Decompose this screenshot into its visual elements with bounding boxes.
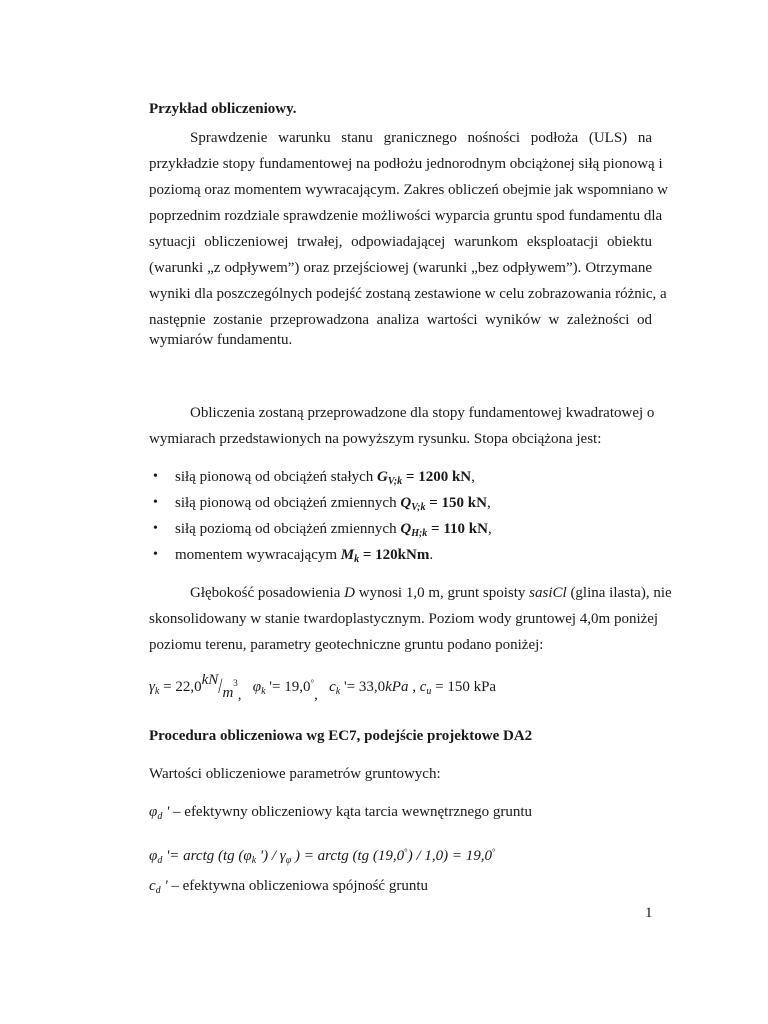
paragraph-line: Sprawdzenie warunku stanu granicznego nośności podłoża (ULS) na [190, 130, 652, 146]
text-span: Głębokość posadowienia [190, 585, 345, 601]
soil-parameters: $\gamma_k = 22,0kN/m^3$, $\varphi_k$ '= 19,0°, $c_k$ '= 33,0kPa , $c_u = 150$ kPa [149, 672, 497, 703]
subscript: k [335, 686, 341, 697]
phi-value: '= 19,0 [265, 679, 311, 695]
gamma-value: = 22,0 [159, 679, 202, 695]
subscript: d [155, 885, 161, 896]
bullet-icon: • [153, 547, 158, 562]
load-value: = 1200 kN [402, 469, 472, 485]
definition-text: – efektywny obliczeniowy kąta tarcia wewnętrznego gruntu [169, 804, 533, 820]
depth-symbol: D [344, 585, 355, 601]
cd-definition [149, 877, 428, 895]
unit-exponent: 3 [233, 678, 238, 688]
load-description: momentem wywracającym [175, 547, 341, 563]
bullet-icon: • [153, 469, 158, 484]
text-span: wynosi 1,0 m, grunt spoisty [354, 585, 530, 601]
paragraph-line: Obliczenia zostaną przeprowadzone dla stopy fundamentowej kwadratowej o [190, 405, 655, 421]
load-symbol: G [377, 469, 388, 485]
load-value: = 150 kN [425, 495, 487, 511]
phi-symbol: φ [149, 848, 158, 864]
unit-fraction [201, 672, 238, 701]
definition-text: – efektywna obliczeniowa spójność gruntu [167, 878, 428, 894]
load-subscript: V;k [411, 502, 426, 513]
subscript: d [157, 811, 163, 822]
subscript: k [154, 686, 160, 697]
unit-numerator: kN [201, 672, 219, 688]
load-description: siłą pionową od obciążeń stałych [175, 469, 378, 485]
paragraph-line: sytuacji obliczeniowej trwałej, odpowiadającej warunkom eksploatacji obiektu [149, 234, 652, 250]
procedure-heading: Procedura obliczeniowa wg EC7, podejście projektowe DA2 [149, 728, 533, 744]
phi-symbol: φ [149, 804, 158, 820]
fraction-slash: / [218, 675, 223, 699]
list-punctuation: , [471, 469, 475, 485]
load-subscript: H;k [411, 528, 428, 539]
list-punctuation: . [429, 547, 434, 563]
list-punctuation: , [487, 521, 492, 537]
c-value: '= 33,0 [340, 679, 386, 695]
load-description: siłą poziomą od obciążeń zmiennych [175, 521, 401, 537]
phi-symbol: φ [252, 679, 262, 695]
cu-value: = 150 kPa [431, 679, 497, 695]
cu-symbol: c [419, 679, 427, 695]
paragraph-line: poprzednim rozdziale sprawdzenie możliwości wyparcia gruntu spod fundamentu dla [149, 208, 663, 224]
c-symbol: c [149, 878, 156, 894]
c-symbol: c [329, 679, 336, 695]
paragraph-line: (warunki „z odpływem”) oraz przejściowej (warunki „bez odpływem”). Otrzymane [149, 260, 652, 276]
parameters-subheading: Wartości obliczeniowe parametrów gruntowych: [149, 766, 441, 782]
paragraph-line: poziomą oraz momentem wywracającym. Zakres obliczeń obejmie jak wspomniano w [149, 182, 668, 198]
load-description: siłą pionową od obciążeń zmiennych [175, 495, 401, 511]
degree-sign: ° [310, 678, 315, 688]
subscript: φ [285, 855, 292, 866]
load-symbol: Q [400, 521, 412, 537]
load-value: = 110 kN [427, 521, 488, 537]
subscript: k [251, 855, 257, 866]
load-symbol: M [340, 547, 355, 563]
text-span: (glina ilasta), nie [566, 585, 672, 601]
phi-d-definition [149, 803, 532, 821]
formula-part: ) = arctg (tg (19,0 [291, 848, 405, 864]
phi-symbol: φ [243, 848, 252, 864]
formula-part: '= arctg (tg ( [162, 848, 244, 864]
gamma-symbol: γ [279, 848, 286, 864]
page-number: 1 [645, 905, 653, 921]
phi-d-formula [149, 847, 496, 865]
c-unit: kPa [385, 679, 409, 695]
paragraph-line: wymiarów fundamentu. [149, 332, 293, 348]
degree-sign: ° [404, 847, 408, 857]
paragraph-line [190, 584, 672, 602]
paragraph-line: następnie zostanie przeprowadzona analiza wartości wyników w zależności od [149, 312, 652, 328]
bullet-icon: • [153, 495, 158, 510]
gamma-symbol: γ [149, 679, 155, 695]
load-subscript: k [354, 554, 360, 565]
degree-sign: ° [492, 847, 496, 857]
paragraph-line: wymiarach przedstawionych na powyższym rysunku. Stopa obciążona jest: [149, 431, 602, 447]
prime-mark: ' [160, 878, 168, 894]
load-value: = 120kNm [359, 547, 430, 563]
unit-denominator: m [222, 685, 234, 701]
list-punctuation: , [486, 495, 491, 511]
paragraph-line: przykładzie stopy fundamentowej na podłożu jednorodnym obciążonej siłą pionową i [149, 156, 663, 172]
subscript: k [261, 686, 266, 697]
soil-code: sasiCl [529, 585, 567, 601]
paragraph-line: skonsolidowany w stanie twardoplastycznym. Poziom wody gruntowej 4,0m poniżej [149, 611, 659, 627]
subscript: d [157, 855, 163, 866]
formula-part: ') / [256, 848, 280, 864]
subscript: u [426, 686, 432, 697]
paragraph-line: wyniki dla poszczególnych podejść zostaną zestawione w celu zobrazowania różnic, a [149, 286, 667, 302]
paragraph-line: poziomu terenu, parametry geotechniczne gruntu podano poniżej: [149, 637, 544, 653]
load-subscript: V;k [387, 476, 403, 487]
load-symbol: Q [400, 495, 412, 511]
section-title: Przykład obliczeniowy. [149, 101, 297, 117]
prime-mark: ' [162, 804, 170, 820]
bullet-icon: • [153, 521, 158, 536]
formula-part: ) / 1,0) = 19,0 [407, 848, 493, 864]
